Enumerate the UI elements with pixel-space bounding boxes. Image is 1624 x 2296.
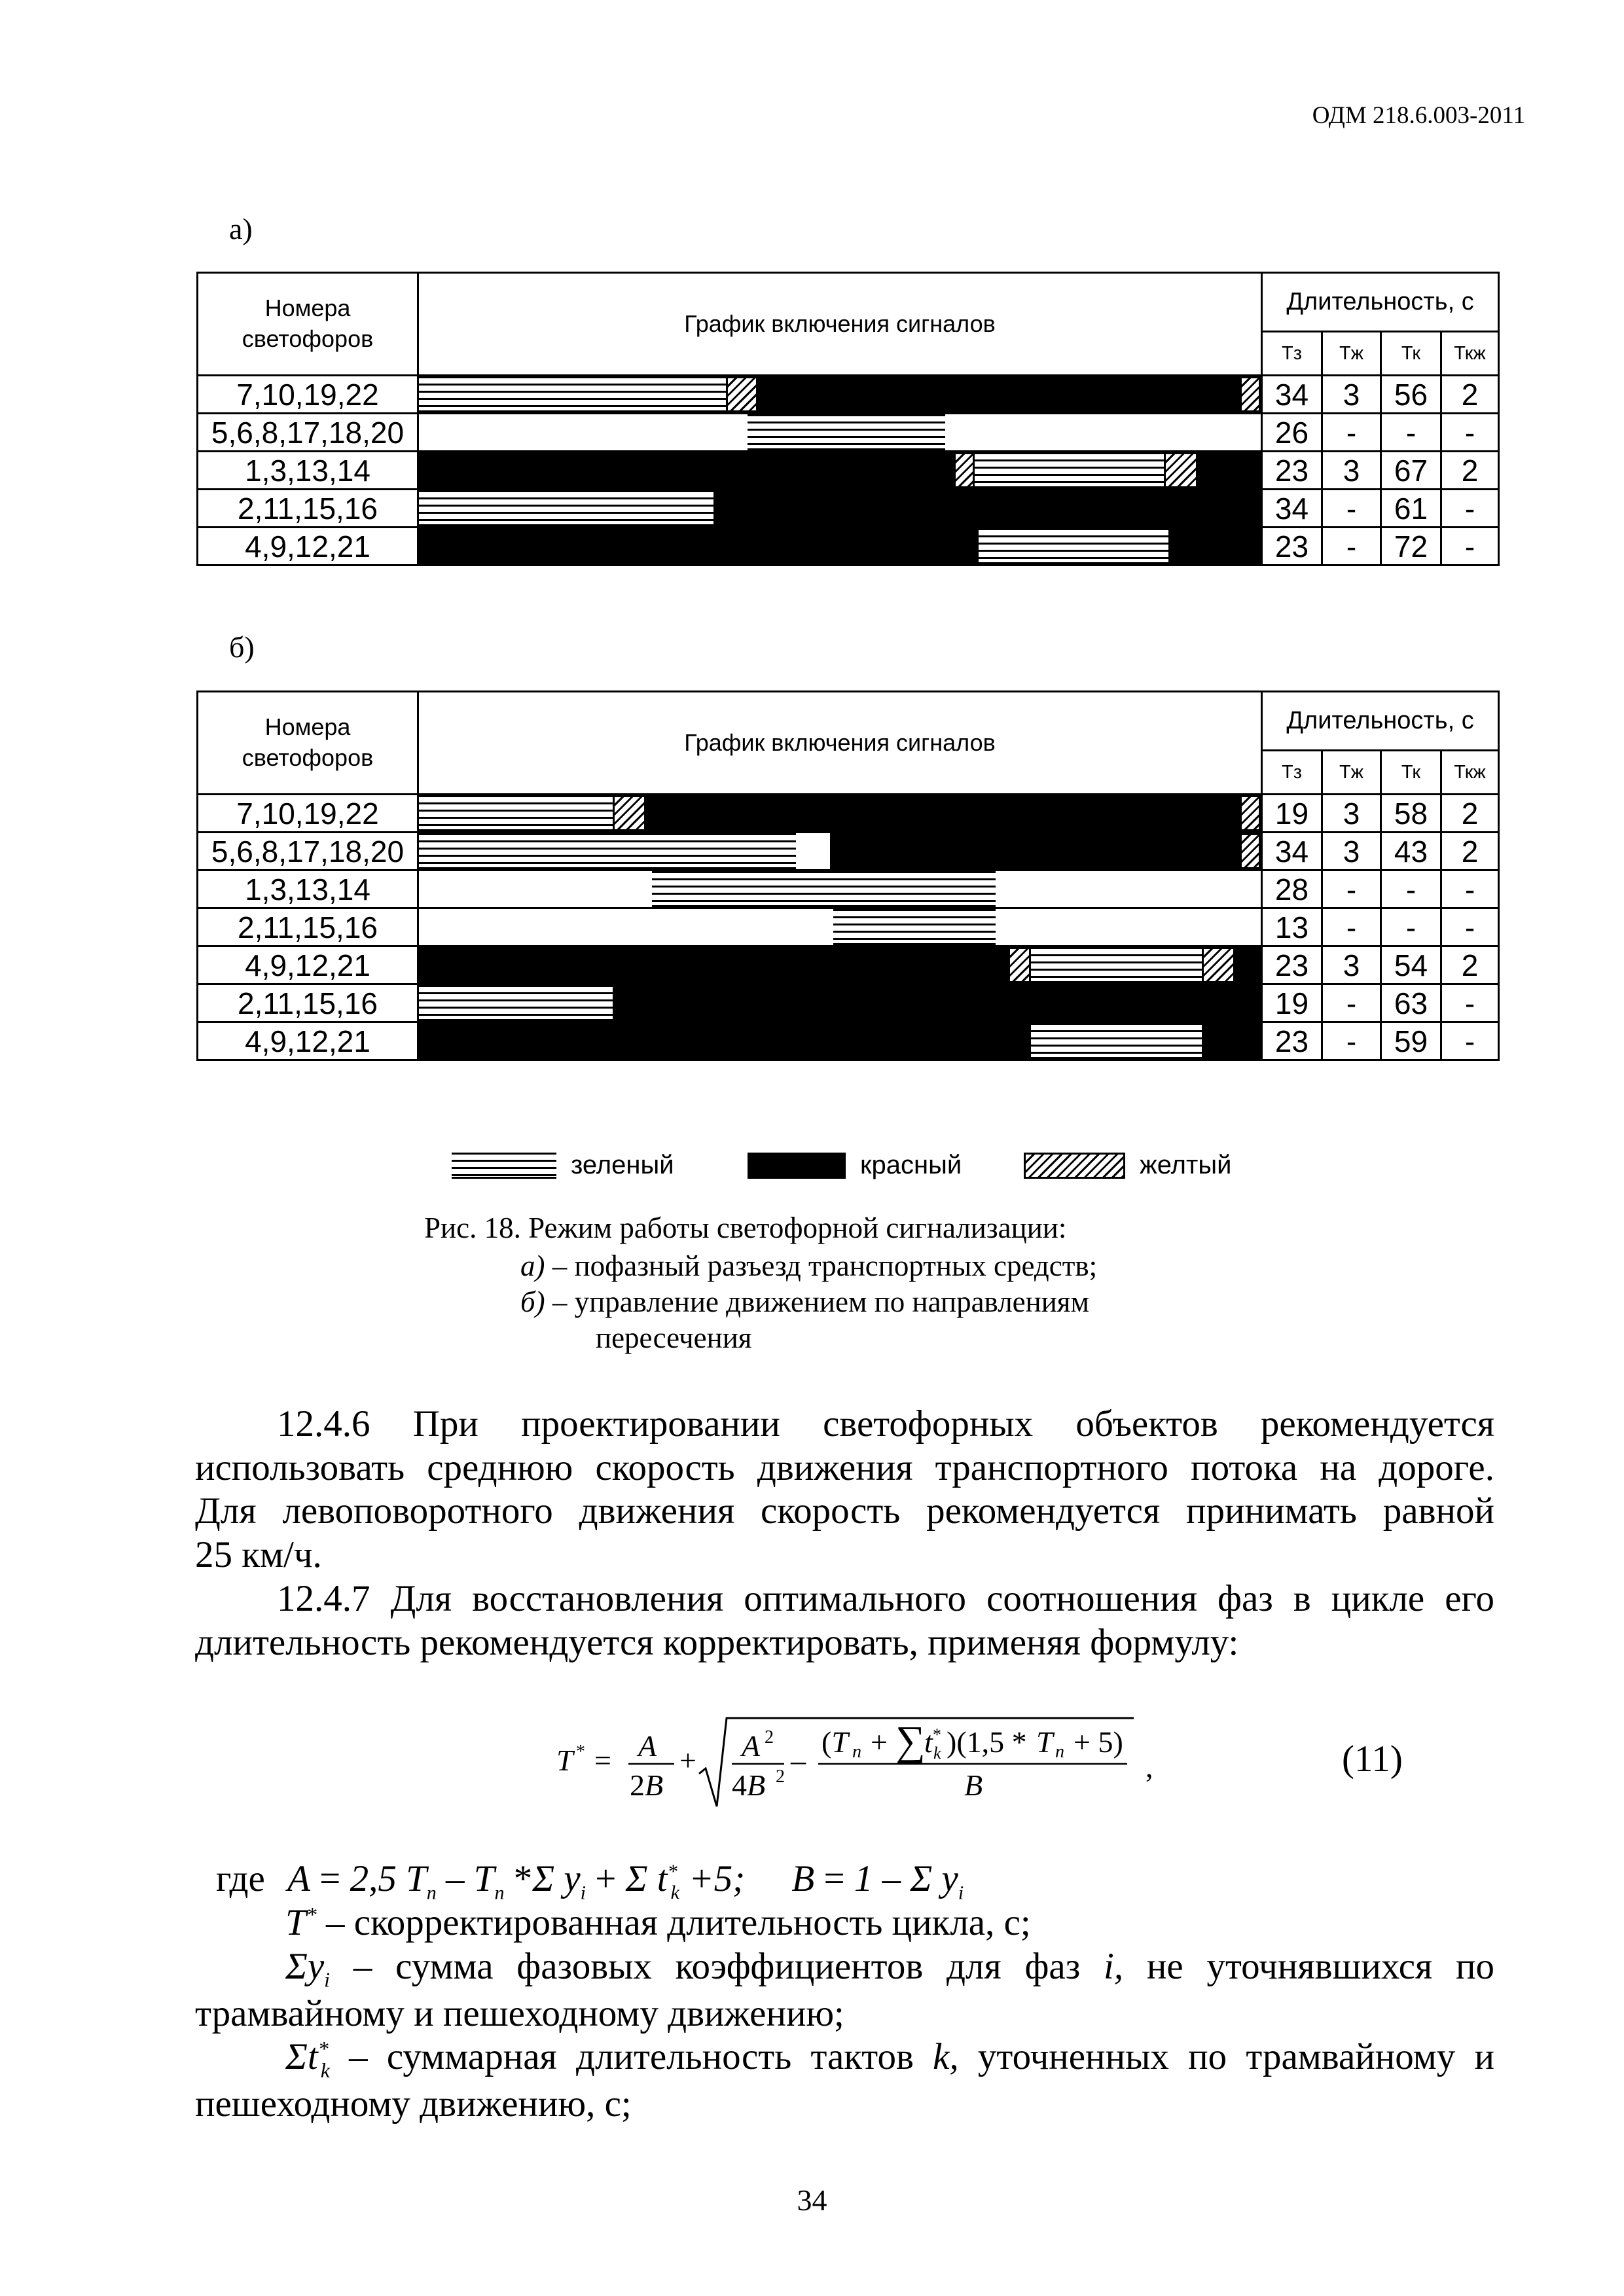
red-signal-segment xyxy=(758,376,1240,412)
signal-row xyxy=(198,870,1499,908)
svg-text:2: 2 xyxy=(765,1727,774,1748)
signal-row xyxy=(198,795,1499,833)
yellow-signal-segment xyxy=(726,376,758,412)
duration-tk: 63 xyxy=(1381,984,1441,1022)
svg-text:∑: ∑ xyxy=(895,1717,926,1764)
definition-st-line2: пешеходному движению, с; xyxy=(195,2083,632,2125)
where-word: где xyxy=(216,1858,265,1899)
legend-yellow-label: желтый xyxy=(1140,1151,1232,1179)
header-duration: Длительность, с xyxy=(1262,273,1499,332)
traffic-light-numbers: 4,9,12,21 xyxy=(198,528,418,565)
yellow-signal-segment xyxy=(1240,376,1261,412)
duration-tkzh: - xyxy=(1441,908,1499,946)
green-signal-segment xyxy=(419,985,613,1021)
duration-tz: 28 xyxy=(1262,870,1322,908)
header-tkzh: Ткж xyxy=(1441,332,1499,376)
duration-tz: 34 xyxy=(1262,490,1322,528)
duration-tzh: 3 xyxy=(1322,376,1381,414)
caption-item-a-text: – пофазный разъезд транспортных средств; xyxy=(552,1249,1098,1282)
traffic-light-numbers: 1,3,13,14 xyxy=(198,452,418,490)
page-number: 34 xyxy=(797,2183,827,2217)
svg-text:T: T xyxy=(556,1744,573,1777)
svg-text:4B: 4B xyxy=(732,1768,766,1802)
paragraph-line: 12.4.6 При проектировании светофорных объектов рекомендуется xyxy=(277,1403,1494,1444)
red-signal-segment xyxy=(419,947,1008,983)
signal-row xyxy=(198,452,1499,490)
caption-item-b xyxy=(520,1285,1089,1319)
paragraph-12-4-7 xyxy=(195,1577,1494,1664)
legend-red-swatch xyxy=(748,1153,846,1179)
duration-tkzh: - xyxy=(1441,414,1499,452)
green-signal-segment xyxy=(419,795,613,831)
caption-item-b-label: б) xyxy=(520,1285,545,1318)
yellow-signal-segment xyxy=(1240,833,1261,869)
svg-text:*: * xyxy=(576,1742,585,1762)
definition-sy-text: – сумма фазовых коэффициентов для фаз xyxy=(353,1945,1081,1987)
yellow-signal-segment xyxy=(613,795,646,831)
duration-tzh: - xyxy=(1322,984,1381,1022)
svg-text:*: * xyxy=(933,1725,941,1744)
signal-row xyxy=(198,376,1499,414)
duration-tz: 23 xyxy=(1262,946,1322,984)
duration-tzh: - xyxy=(1322,490,1381,528)
duration-tzh: 3 xyxy=(1322,833,1381,870)
paragraph-line: Для левоповоротного движения скорость рекомендуется принимать равной xyxy=(195,1490,1494,1532)
definition-t-text: – скорректированная длительность цикла, с; xyxy=(325,1902,1031,1943)
red-signal-segment xyxy=(419,1023,1031,1059)
signal-schedule-bar xyxy=(418,376,1262,414)
figure-caption-title: Рис. 18. Режим работы светофорной сигнализации: xyxy=(424,1211,1067,1244)
green-signal-segment xyxy=(652,871,996,907)
yellow-signal-segment xyxy=(1164,452,1197,488)
duration-tk: 54 xyxy=(1381,946,1441,984)
duration-tkzh: - xyxy=(1441,490,1499,528)
duration-tk: 72 xyxy=(1381,528,1441,565)
green-signal-segment xyxy=(419,833,796,869)
signal-schedule-bar xyxy=(418,1022,1262,1060)
header-tz: Тз xyxy=(1262,332,1322,376)
duration-tzh: - xyxy=(1322,908,1381,946)
green-signal-segment xyxy=(833,909,996,945)
paragraph-line: 25 км/ч. xyxy=(195,1534,322,1576)
header-numbers: Номера светофоров xyxy=(198,273,418,376)
red-signal-segment xyxy=(713,490,1261,526)
green-signal-segment xyxy=(975,452,1164,488)
header-tzh: Тж xyxy=(1322,751,1381,795)
traffic-light-numbers: 5,6,8,17,18,20 xyxy=(198,833,418,870)
duration-tkzh: - xyxy=(1441,528,1499,565)
signal-schedule-bar xyxy=(418,908,1262,946)
duration-tk: 59 xyxy=(1381,1022,1441,1060)
yellow-signal-segment xyxy=(1202,947,1235,983)
header-tk: Тк xyxy=(1381,751,1441,795)
svg-text:A: A xyxy=(742,1729,761,1763)
yellow-signal-segment xyxy=(954,452,975,488)
signal-table-b xyxy=(196,691,1500,1061)
header-duration: Длительность, с xyxy=(1262,692,1499,751)
duration-tkzh: 2 xyxy=(1441,946,1499,984)
duration-tzh: - xyxy=(1322,414,1381,452)
duration-tkzh: 2 xyxy=(1441,833,1499,870)
svg-text:–: – xyxy=(791,1744,806,1777)
traffic-light-numbers: 4,9,12,21 xyxy=(198,946,418,984)
duration-tk: 56 xyxy=(1381,376,1441,414)
signal-row xyxy=(198,1022,1499,1060)
yellow-signal-segment xyxy=(1240,795,1261,831)
duration-tz: 19 xyxy=(1262,984,1322,1022)
duration-tzh: 3 xyxy=(1322,795,1381,833)
svg-text:B: B xyxy=(964,1768,983,1802)
header-graph: График включения сигналов xyxy=(418,692,1262,795)
definition-where xyxy=(216,1857,964,1904)
duration-tk: - xyxy=(1381,870,1441,908)
signal-schedule-bar xyxy=(418,452,1262,490)
header-numbers: Номера светофоров xyxy=(198,692,418,795)
duration-tz: 13 xyxy=(1262,908,1322,946)
duration-tk: - xyxy=(1381,908,1441,946)
red-signal-segment xyxy=(830,833,1240,869)
symbol-sum-t: $\Sigma t^*_k$ xyxy=(285,2036,330,2082)
duration-tz: 23 xyxy=(1262,1022,1322,1060)
symbol-t-star: T* xyxy=(285,1902,317,1943)
caption-item-b-text2: пересечения xyxy=(596,1321,752,1354)
legend xyxy=(452,1151,1231,1180)
caption-item-a xyxy=(520,1249,1097,1283)
duration-tk: 58 xyxy=(1381,795,1441,833)
definition-t xyxy=(195,1901,1494,1945)
red-signal-segment xyxy=(419,452,954,488)
figure-label-a: а) xyxy=(229,212,253,245)
definition-sy xyxy=(195,1945,1494,1992)
duration-tk: 61 xyxy=(1381,490,1441,528)
duration-tk: - xyxy=(1381,414,1441,452)
duration-tkzh: - xyxy=(1441,870,1499,908)
formula-graphic xyxy=(556,1705,1159,1816)
definition-st xyxy=(195,2036,1494,2083)
duration-tz: 19 xyxy=(1262,795,1322,833)
svg-text:2: 2 xyxy=(776,1767,785,1787)
traffic-light-numbers: 7,10,19,22 xyxy=(198,376,418,414)
duration-tzh: - xyxy=(1322,1022,1381,1060)
definitions-block xyxy=(195,1901,1494,2126)
signal-row xyxy=(198,984,1499,1022)
svg-text:)(1,5 *: )(1,5 * xyxy=(947,1725,1027,1759)
symbol-sum-y: $\Sigma y_i$ xyxy=(285,1945,331,1992)
green-signal-segment xyxy=(748,414,945,450)
duration-tz: 34 xyxy=(1262,376,1322,414)
header-tz: Тз xyxy=(1262,751,1322,795)
legend-green-swatch xyxy=(452,1153,556,1179)
formula-11 xyxy=(556,1705,1159,1816)
legend-red-label: красный xyxy=(860,1151,962,1179)
duration-tkzh: 2 xyxy=(1441,795,1499,833)
green-signal-segment xyxy=(419,490,713,526)
traffic-light-numbers: 5,6,8,17,18,20 xyxy=(198,414,418,452)
signal-schedule-bar xyxy=(418,528,1262,565)
paragraph-line: использовать среднюю скорость движения транспортного потока на дороге. xyxy=(195,1446,1494,1488)
duration-tkzh: - xyxy=(1441,1022,1499,1060)
duration-tz: 26 xyxy=(1262,414,1322,452)
definition-st-k: k, xyxy=(933,2036,959,2078)
duration-tzh: - xyxy=(1322,528,1381,565)
traffic-light-numbers: 1,3,13,14 xyxy=(198,870,418,908)
svg-text:n: n xyxy=(852,1742,861,1762)
svg-text:A: A xyxy=(638,1729,657,1763)
traffic-light-numbers: 4,9,12,21 xyxy=(198,1022,418,1060)
signal-row xyxy=(198,528,1499,565)
svg-text:t: t xyxy=(924,1725,933,1759)
signal-row xyxy=(198,833,1499,870)
green-signal-segment xyxy=(419,376,726,412)
signal-schedule-bar xyxy=(418,984,1262,1022)
duration-tk: 67 xyxy=(1381,452,1441,490)
definition-sy-rest: не уточнявшихся по xyxy=(1146,1945,1495,1987)
red-signal-segment xyxy=(1202,1023,1261,1059)
signal-schedule-bar xyxy=(418,414,1262,452)
duration-tzh: - xyxy=(1322,870,1381,908)
duration-tkzh: - xyxy=(1441,984,1499,1022)
yellow-signal-segment xyxy=(1008,947,1031,983)
definition-sy-line2: трамвайному и пешеходному движению; xyxy=(195,1992,844,2034)
signal-row xyxy=(198,490,1499,528)
duration-tz: 23 xyxy=(1262,452,1322,490)
duration-tzh: 3 xyxy=(1322,946,1381,984)
header-graph: График включения сигналов xyxy=(418,273,1262,376)
paragraph-12-4-6 xyxy=(195,1403,1494,1577)
definition-sy-i: i, xyxy=(1104,1945,1124,1987)
figure-label-b: б) xyxy=(229,630,255,664)
svg-text:=: = xyxy=(594,1744,611,1777)
svg-text:+ 5): + 5) xyxy=(1074,1725,1123,1759)
definition-st-rest: уточненных по трамвайному и xyxy=(977,2036,1494,2078)
header-tzh: Тж xyxy=(1322,332,1381,376)
red-signal-segment xyxy=(419,528,979,564)
traffic-light-numbers: 2,11,15,16 xyxy=(198,490,418,528)
paragraph-line: 12.4.7 Для восстановления оптимального соотношения фаз в цикле его xyxy=(277,1578,1494,1619)
svg-text:k: k xyxy=(933,1744,941,1763)
legend-green-label: зеленый xyxy=(571,1151,674,1179)
signal-schedule-bar xyxy=(418,870,1262,908)
duration-tkzh: 2 xyxy=(1441,376,1499,414)
signal-table-a xyxy=(196,272,1500,566)
duration-tzh: 3 xyxy=(1322,452,1381,490)
svg-text:T: T xyxy=(1036,1725,1053,1759)
svg-text:,: , xyxy=(1146,1750,1153,1784)
green-signal-segment xyxy=(1031,947,1202,983)
red-signal-segment xyxy=(646,795,1240,831)
definition-st-text: – суммарная длительность тактов xyxy=(349,2036,914,2078)
red-signal-segment xyxy=(1168,528,1261,564)
green-signal-segment xyxy=(979,528,1168,564)
svg-text:n: n xyxy=(1055,1742,1064,1762)
traffic-light-numbers: 7,10,19,22 xyxy=(198,795,418,833)
signal-schedule-bar xyxy=(418,946,1262,984)
red-signal-segment xyxy=(1198,452,1261,488)
duration-tkzh: 2 xyxy=(1441,452,1499,490)
caption-item-a-label: а) xyxy=(520,1249,545,1282)
svg-text:(T: (T xyxy=(821,1725,848,1759)
header-tkzh: Ткж xyxy=(1441,751,1499,795)
caption-item-b-text: – управление движением по направлениям xyxy=(552,1285,1089,1318)
green-signal-segment xyxy=(1031,1023,1202,1059)
document-code: ОДМ 218.6.003-2011 xyxy=(1312,102,1525,129)
svg-text:+: + xyxy=(679,1744,696,1777)
legend-yellow-swatch xyxy=(1024,1153,1125,1179)
paragraph-line: длительность рекомендуется корректировать, применяя формулу: xyxy=(195,1621,1239,1663)
signal-row xyxy=(198,946,1499,984)
signal-row xyxy=(198,414,1499,452)
signal-row xyxy=(198,908,1499,946)
traffic-light-numbers: 2,11,15,16 xyxy=(198,984,418,1022)
duration-tz: 34 xyxy=(1262,833,1322,870)
red-signal-segment xyxy=(1235,947,1261,983)
traffic-light-numbers: 2,11,15,16 xyxy=(198,908,418,946)
definition-formula-ab: A = 2,5 $T_n - T_n$ *Σ $y_i + \Sigma$ $t^*_k +5$; B = 1 – Σ $y_i$ xyxy=(287,1858,964,1904)
header-tk: Тк xyxy=(1381,332,1441,376)
signal-schedule-bar xyxy=(418,795,1262,833)
duration-tk: 43 xyxy=(1381,833,1441,870)
signal-schedule-bar xyxy=(418,833,1262,870)
red-signal-segment xyxy=(613,985,1261,1021)
svg-text:2B: 2B xyxy=(630,1768,664,1802)
duration-tz: 23 xyxy=(1262,528,1322,565)
svg-text:+: + xyxy=(871,1725,888,1759)
signal-schedule-bar xyxy=(418,490,1262,528)
formula-number: (11) xyxy=(1342,1738,1403,1780)
